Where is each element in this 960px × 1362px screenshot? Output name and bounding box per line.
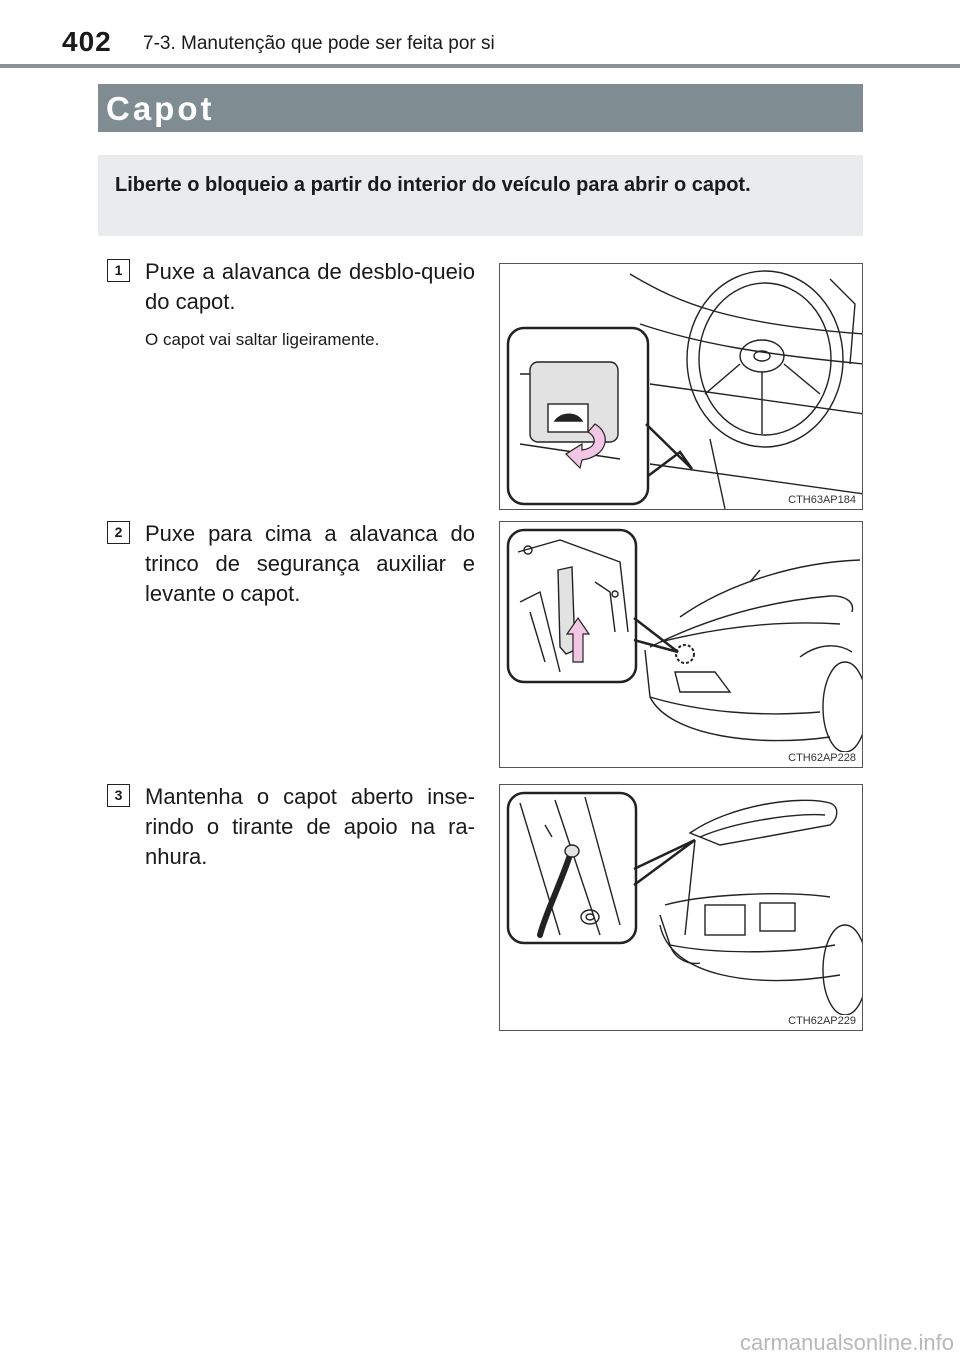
- header-rule: [0, 64, 960, 68]
- chapter-title: 7-3. Manutenção que pode ser feita por si: [143, 33, 495, 54]
- section-title: Capot: [106, 90, 215, 127]
- step-1-text: Puxe a alavanca de desblo-queio do capot.: [145, 259, 475, 314]
- intro-box: [98, 155, 863, 236]
- support-rod-illustration: [500, 785, 863, 1031]
- section-title-bar: [98, 84, 863, 132]
- figure-hood-release-lever: [499, 263, 863, 510]
- intro-text: Liberte o bloqueio a partir do interior do veículo para abrir o capot.: [115, 174, 751, 196]
- figure-support-rod: [499, 784, 863, 1031]
- step-1-number: 1: [107, 259, 130, 282]
- step-2-text: Puxe para cima a alavanca do trinco de segurança auxiliar e levante o capot.: [145, 521, 475, 606]
- hood-release-illustration: [500, 264, 863, 510]
- page-number: 402: [62, 26, 112, 57]
- watermark-text: carmanualsonline.info: [739, 1330, 954, 1355]
- figure-safety-catch: [499, 521, 863, 768]
- step-3-text: Mantenha o capot aberto inse-rindo o tirante de apoio na ra-nhura.: [145, 784, 475, 869]
- step-3-number: 3: [107, 784, 130, 807]
- figure-2-code: CTH62AP228: [788, 752, 856, 764]
- step-2-number: 2: [107, 521, 130, 544]
- step-1-note: O capot vai saltar ligeiramente.: [145, 330, 380, 349]
- safety-catch-illustration: [500, 522, 863, 768]
- page-header: [0, 0, 960, 70]
- figure-3-code: CTH62AP229: [788, 1015, 856, 1027]
- figure-1-code: CTH63AP184: [788, 494, 856, 506]
